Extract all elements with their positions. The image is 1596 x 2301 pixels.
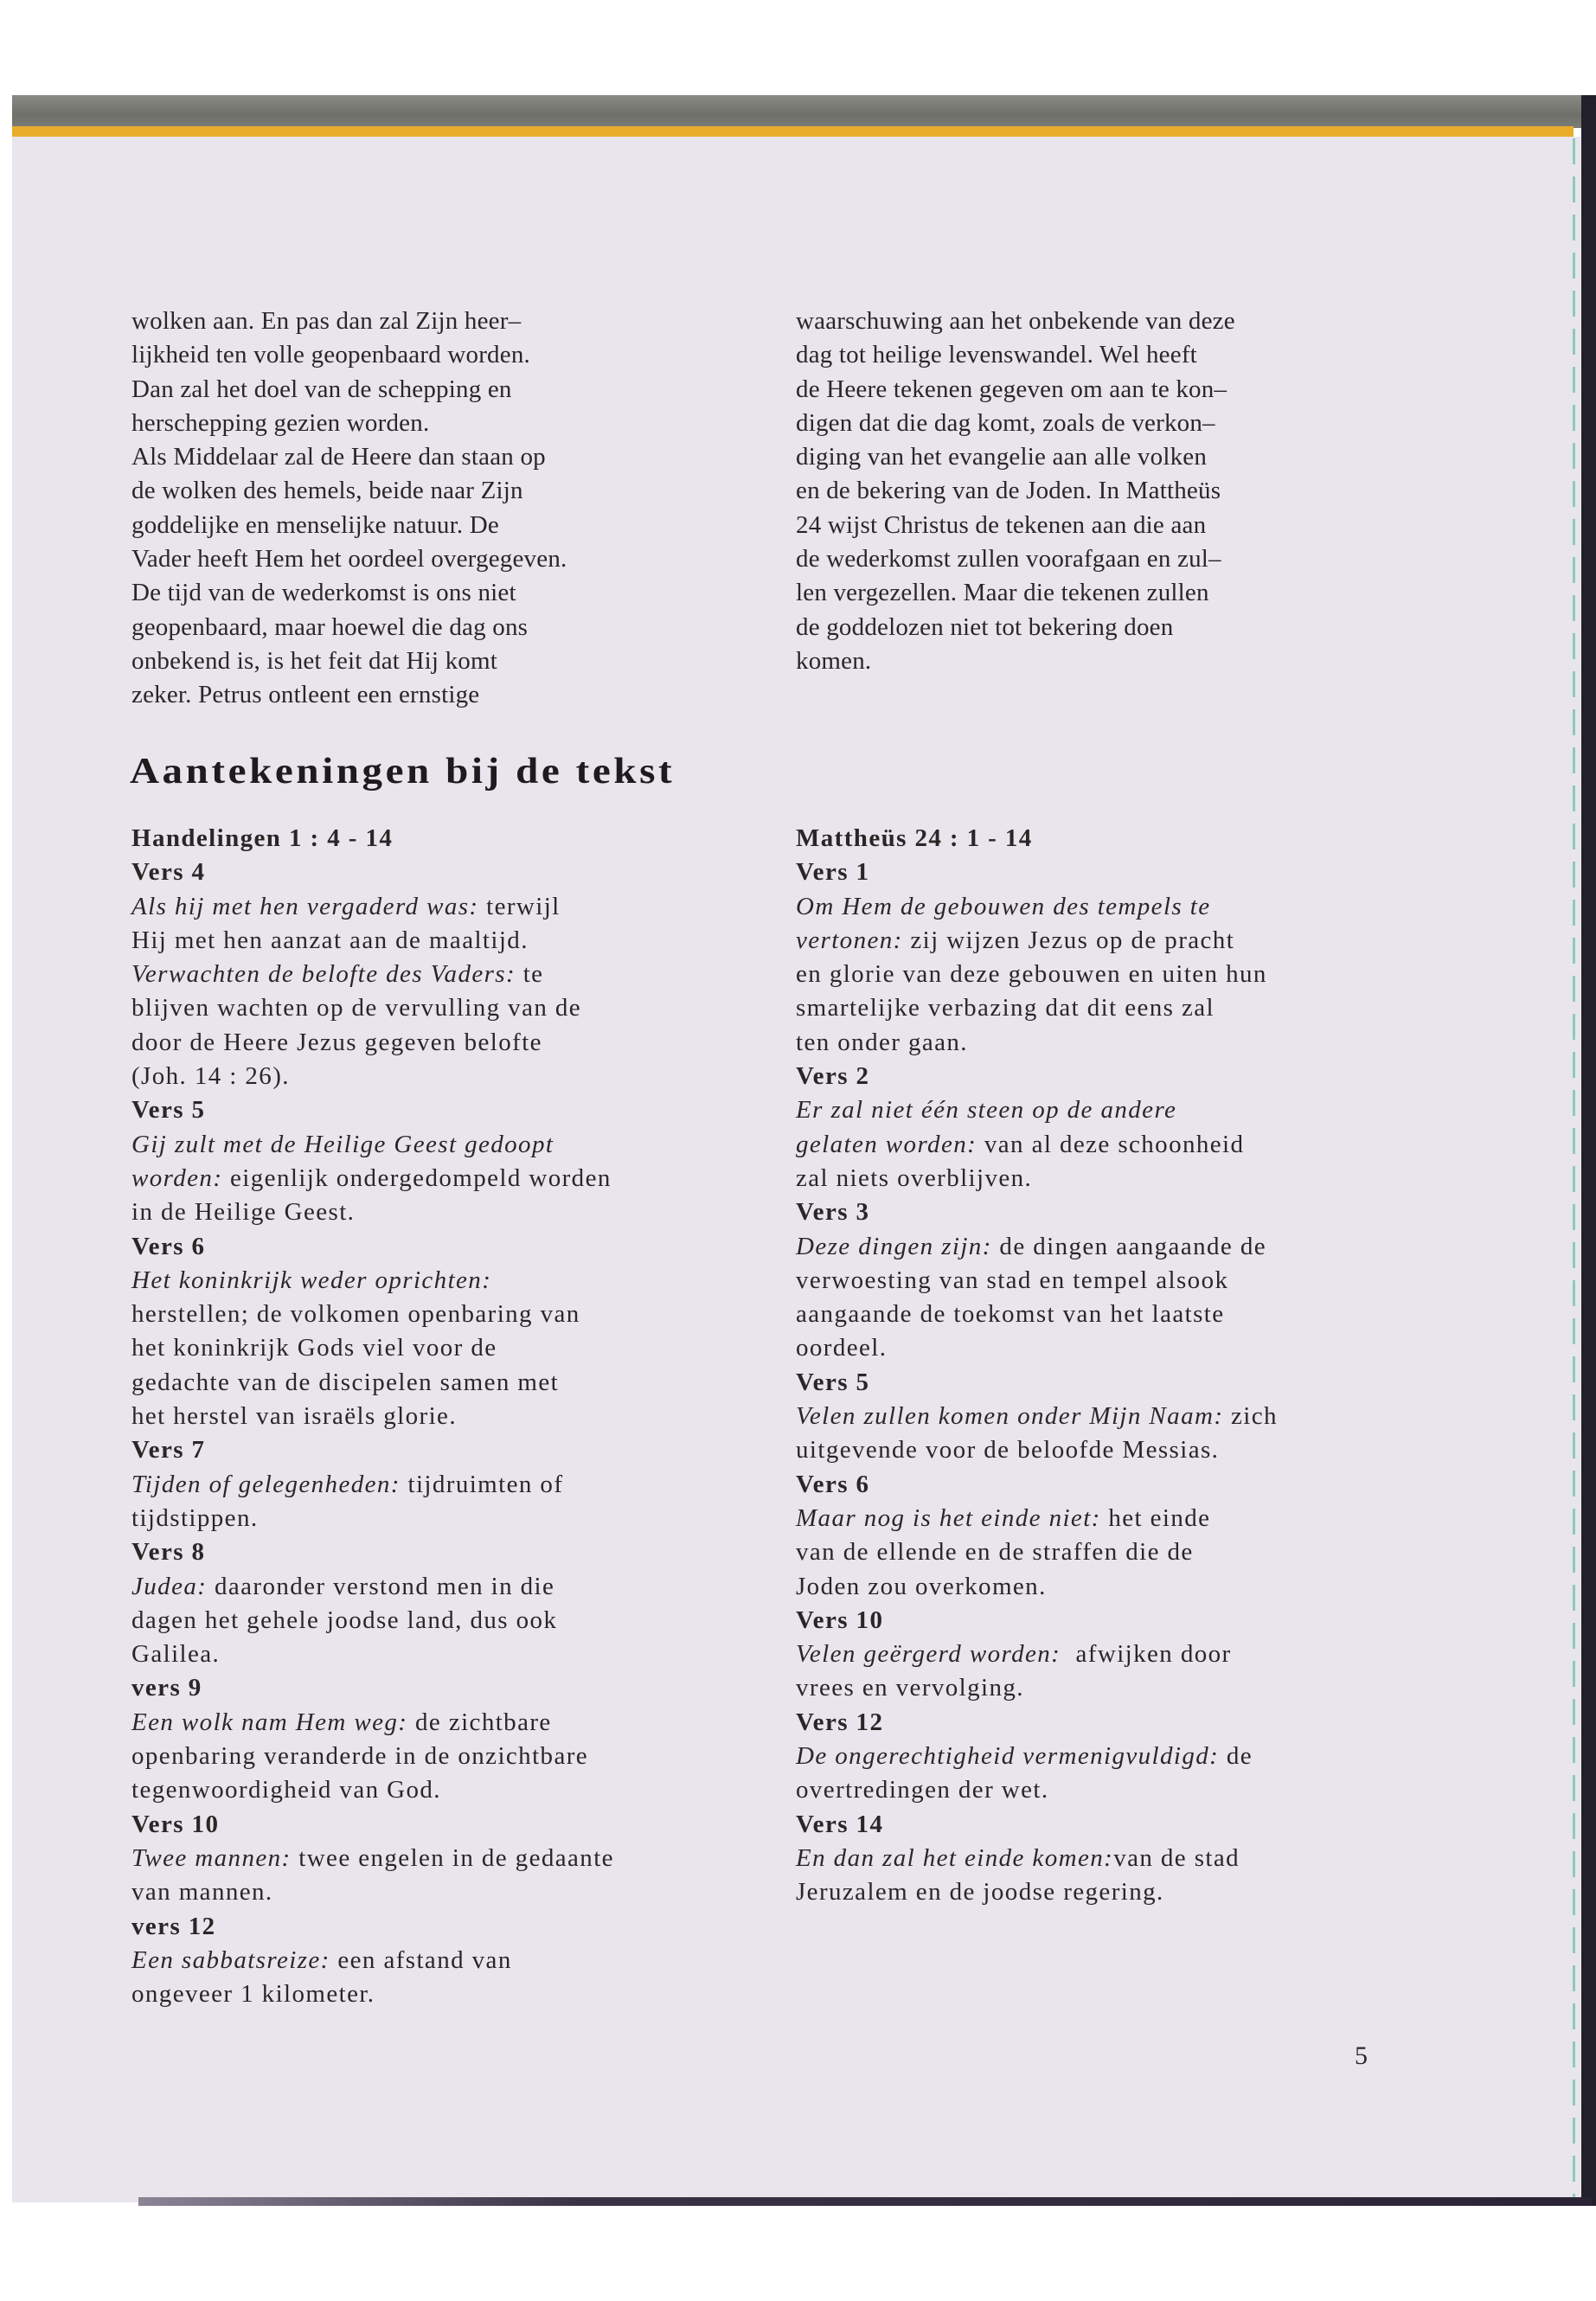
note-line <box>131 991 614 1025</box>
note-line <box>796 1400 1278 1433</box>
note-text: dagen het gehele joodse land, dus ook <box>131 1606 558 1634</box>
note-term: En dan zal het einde komen: <box>796 1843 1114 1872</box>
note-text: vrees en vervolging. <box>796 1674 1024 1702</box>
notes-right-column <box>796 822 1278 1910</box>
note-line <box>131 924 614 958</box>
note-line <box>796 1502 1278 1535</box>
bold-text: vers 9 <box>131 1674 202 1702</box>
intro-right-column <box>796 304 1235 678</box>
verse-heading <box>796 1468 1278 1502</box>
text-line: goddelijke en menselijke natuur. De <box>131 510 499 539</box>
section-heading: Aantekeningen bij de tekst <box>130 752 676 792</box>
note-text: ongeveer 1 kilometer. <box>131 1980 375 2009</box>
note-text: Joden zou overkomen. <box>796 1572 1047 1600</box>
note-text: het herstel van israëls glorie. <box>131 1402 457 1431</box>
note-text: tegenwoordigheid van God. <box>131 1776 441 1804</box>
note-text: zich <box>1223 1402 1278 1431</box>
verse-heading <box>131 856 614 889</box>
bold-text: Vers 6 <box>796 1470 870 1498</box>
verse-heading <box>796 856 1278 889</box>
bold-text: Vers 5 <box>796 1368 870 1396</box>
note-line <box>796 1638 1278 1671</box>
verse-heading <box>796 1366 1278 1400</box>
note-line <box>131 1331 614 1365</box>
note-text: en glorie van deze gebouwen en uiten hun <box>796 960 1267 989</box>
note-text: zij wijzen Jezus op de pracht <box>902 926 1235 954</box>
note-term: Maar nog is het einde niet: <box>796 1503 1101 1532</box>
text-line: Vader heeft Hem het oordeel overgegeven. <box>131 545 567 574</box>
note-line <box>796 1773 1278 1807</box>
note-text: de <box>1219 1742 1253 1771</box>
note-term: Verwachten de belofte des Vaders: <box>131 960 516 989</box>
text-line: len vergezellen. Maar die tekenen zullen <box>796 579 1209 607</box>
text-line: 24 wijst Christus de tekenen aan die aan <box>796 510 1207 539</box>
verse-heading <box>131 1808 614 1842</box>
book-bottom-edge <box>138 2197 1592 2206</box>
verse-heading <box>131 822 614 856</box>
book-top-edge <box>12 95 1586 128</box>
text-line: dag tot heilige levenswandel. Wel heeft <box>796 341 1197 369</box>
note-text: terwijl <box>478 892 561 920</box>
note-line <box>131 1604 614 1638</box>
note-line <box>131 1026 614 1060</box>
bold-text: Vers 4 <box>131 858 206 887</box>
verse-heading <box>131 1535 614 1569</box>
note-line <box>131 1502 614 1535</box>
note-line <box>131 1944 614 1977</box>
note-term: worden: <box>131 1163 223 1192</box>
bold-text: Vers 8 <box>131 1538 206 1567</box>
note-text: oordeel. <box>796 1334 888 1362</box>
note-text: van de stad <box>1113 1843 1240 1872</box>
note-line <box>796 1570 1278 1604</box>
note-line <box>796 1093 1278 1127</box>
note-text: tijdstippen. <box>131 1503 259 1532</box>
note-text: afwijken door <box>1061 1640 1232 1669</box>
note-line <box>796 1535 1278 1569</box>
note-text: (Joh. 14 : 26). <box>131 1062 290 1091</box>
note-line <box>796 1128 1278 1162</box>
verse-heading <box>131 1910 614 1944</box>
text-line: en de bekering van de Joden. In Mattheüs <box>796 477 1221 505</box>
note-line <box>796 1162 1278 1195</box>
note-line <box>131 1773 614 1807</box>
text-line: lijkheid ten volle geopenbaard worden. <box>131 341 530 369</box>
note-line <box>796 1298 1278 1331</box>
bold-text: Vers 7 <box>131 1436 206 1465</box>
note-line <box>131 1977 614 2011</box>
note-line <box>131 1128 614 1162</box>
note-text: Jeruzalem en de joodse regering. <box>796 1878 1164 1907</box>
note-text: de zichtbare <box>407 1708 552 1736</box>
note-line <box>131 958 614 991</box>
verse-heading <box>131 1230 614 1264</box>
text-line: waarschuwing aan het onbekende van deze <box>796 307 1235 335</box>
bold-text: Vers 2 <box>796 1062 870 1091</box>
note-line <box>131 1638 614 1671</box>
text-line: de wolken des hemels, beide naar Zijn <box>131 477 523 505</box>
verse-heading <box>796 1060 1278 1093</box>
note-term: Tijden of gelegenheden: <box>131 1470 401 1498</box>
note-text: Galilea. <box>131 1640 221 1669</box>
note-term: Gij zult met de Heilige Geest gedoopt <box>131 1130 554 1158</box>
note-line <box>131 1162 614 1195</box>
note-line <box>131 1060 614 1093</box>
note-line <box>131 1570 614 1604</box>
note-text: Hij met hen aanzat aan de maaltijd. <box>131 926 529 954</box>
text-line: zeker. Petrus ontleent een ernstige <box>131 681 480 709</box>
note-line <box>796 991 1278 1025</box>
verse-heading <box>131 1671 614 1705</box>
note-text: smartelijke verbazing dat dit eens zal <box>796 994 1215 1022</box>
bold-text: Vers 12 <box>796 1708 884 1736</box>
note-line <box>131 1740 614 1773</box>
bold-text: Vers 1 <box>796 858 870 887</box>
note-term: Twee mannen: <box>131 1843 292 1872</box>
text-line: de goddelozen niet tot bekering doen <box>796 612 1174 641</box>
note-line <box>796 1842 1278 1875</box>
note-text: de dingen aangaande de <box>991 1232 1266 1260</box>
text-line: Als Middelaar zal de Heere dan staan op <box>131 443 546 471</box>
note-line <box>131 1298 614 1331</box>
note-term: Velen geërgerd worden: <box>796 1640 1061 1669</box>
bold-text: Vers 6 <box>131 1232 206 1260</box>
verse-heading <box>796 1706 1278 1740</box>
note-text: aangaande de toekomst van het laatste <box>796 1300 1225 1329</box>
note-term: vertonen: <box>796 926 903 954</box>
text-line: wolken aan. En pas dan zal Zijn heer– <box>131 307 522 335</box>
note-text: tijdruimten of <box>400 1470 564 1498</box>
text-line: geopenbaard, maar hoewel die dag ons <box>131 612 529 641</box>
note-line <box>796 1264 1278 1298</box>
note-text: uitgevende voor de beloofde Messias. <box>796 1436 1220 1465</box>
text-line: komen. <box>796 646 872 675</box>
text-line: diging van het evangelie aan alle volken <box>796 443 1208 471</box>
note-line <box>131 1842 614 1875</box>
note-text: van al deze schoonheid <box>977 1130 1245 1158</box>
note-term: Een wolk nam Hem weg: <box>131 1708 408 1736</box>
note-line <box>131 1875 614 1909</box>
verse-heading <box>131 1093 614 1127</box>
note-text: het koninkrijk Gods viel voor de <box>131 1334 497 1362</box>
notes-left-column <box>131 822 614 2011</box>
note-term: Er zal niet één steen op de andere <box>796 1096 1177 1125</box>
page-number: 5 <box>1355 2041 1368 2070</box>
text-line: Dan zal het doel van de schepping en <box>131 375 512 403</box>
note-text: gedachte van de discipelen samen met <box>131 1368 560 1396</box>
note-line <box>796 1433 1278 1467</box>
book-yellow-edge <box>12 126 1574 137</box>
note-text: in de Heilige Geest. <box>131 1198 356 1227</box>
verse-heading <box>796 1604 1278 1638</box>
note-term: Om Hem de gebouwen des tempels te <box>796 892 1211 920</box>
note-line <box>131 1366 614 1400</box>
note-term: Een sabbatsreize: <box>131 1945 330 1974</box>
verse-heading <box>131 1433 614 1467</box>
note-text: herstellen; de volkomen openbaring van <box>131 1300 580 1329</box>
text-line: onbekend is, is het feit dat Hij komt <box>131 646 498 675</box>
note-text: een afstand van <box>330 1945 512 1974</box>
bold-text: Vers 10 <box>131 1810 220 1838</box>
note-text: zal niets overblijven. <box>796 1163 1033 1192</box>
note-line <box>131 1195 614 1229</box>
note-line <box>796 1671 1278 1705</box>
note-line <box>796 958 1278 991</box>
note-text: het einde <box>1100 1503 1211 1532</box>
note-text: ten onder gaan. <box>796 1028 968 1056</box>
note-line <box>796 890 1278 924</box>
note-text: van mannen. <box>131 1878 273 1907</box>
page-right-margin-line <box>1573 138 1575 2197</box>
note-term: Judea: <box>131 1572 208 1600</box>
bold-text: Vers 14 <box>796 1810 884 1838</box>
note-line <box>131 1468 614 1502</box>
note-term: Als hij met hen vergaderd was: <box>131 892 479 920</box>
bold-text: Vers 3 <box>796 1198 870 1227</box>
bold-text: Vers 5 <box>131 1096 206 1125</box>
note-line <box>131 1264 614 1298</box>
note-text: overtredingen der wet. <box>796 1776 1049 1804</box>
book-right-edge <box>1581 95 1596 2206</box>
note-term: Velen zullen komen onder Mijn Naam: <box>796 1402 1224 1431</box>
note-text: twee engelen in de gedaante <box>291 1843 614 1872</box>
note-line <box>796 1740 1278 1773</box>
note-term: Het koninkrijk weder oprichten: <box>131 1266 492 1294</box>
note-line <box>796 1230 1278 1264</box>
note-text: openbaring veranderde in de onzichtbare <box>131 1742 589 1771</box>
verse-heading <box>796 822 1278 856</box>
intro-left-column <box>131 304 567 713</box>
note-line <box>796 1331 1278 1365</box>
note-text: blijven wachten op de vervulling van de <box>131 994 582 1022</box>
text-line: herschepping gezien worden. <box>131 408 430 437</box>
text-line: de Heere tekenen gegeven om aan te kon– <box>796 375 1227 403</box>
note-term: gelaten worden: <box>796 1130 977 1158</box>
note-text: daaronder verstond men in die <box>207 1572 555 1600</box>
bold-text: Mattheüs 24 : 1 - 14 <box>796 824 1033 852</box>
verse-heading <box>796 1808 1278 1842</box>
text-line: De tijd van de wederkomst is ons niet <box>131 579 516 607</box>
verse-heading <box>796 1195 1278 1229</box>
note-line <box>131 1400 614 1433</box>
note-line <box>131 890 614 924</box>
note-line <box>796 1875 1278 1909</box>
note-text: van de ellende en de straffen die de <box>796 1538 1194 1567</box>
bold-text: Handelingen 1 : 4 - 14 <box>131 824 394 852</box>
note-text: te <box>516 960 544 989</box>
bold-text: Vers 10 <box>796 1606 884 1634</box>
note-text: eigenlijk ondergedompeld worden <box>222 1163 612 1192</box>
note-term: De ongerechtigheid vermenigvuldigd: <box>796 1742 1220 1771</box>
text-line: de wederkomst zullen voorafgaan en zul– <box>796 545 1221 574</box>
note-line <box>796 1026 1278 1060</box>
text-line: digen dat die dag komt, zoals de verkon– <box>796 408 1215 437</box>
note-line <box>131 1706 614 1740</box>
note-text: door de Heere Jezus gegeven belofte <box>131 1028 542 1056</box>
note-text: verwoesting van stad en tempel alsook <box>796 1266 1229 1294</box>
note-term: Deze dingen zijn: <box>796 1232 992 1260</box>
bold-text: vers 12 <box>131 1912 216 1940</box>
note-line <box>796 924 1278 958</box>
